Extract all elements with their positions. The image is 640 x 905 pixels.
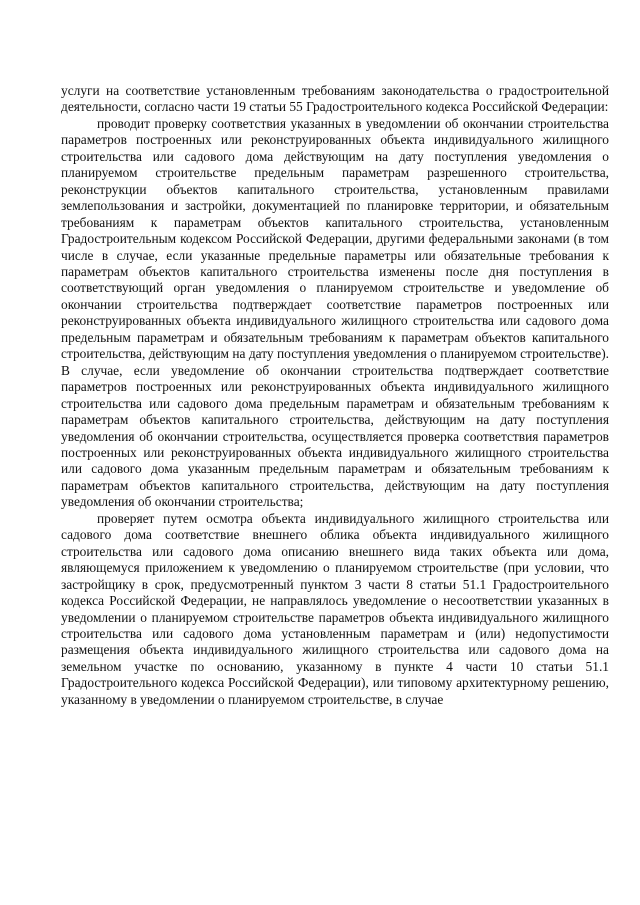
paragraph-appearance-check: проверяет путем осмотра объекта индивидуального жилищного строительства или садового дома соответствие внешнего облика объекта индивидуального жилищного строительства или садового дома описанию внешнего вида таких объекта или дома, являющемуся приложением к уведомлению о планируемом строительстве (при условии, что застройщику в срок, предусмотренный пунктом 3 части 8 статьи 51.1 Градостроительного кодекса Российской Федерации, не направлялось уведомление о несоответствии указанных в уведомлении о планируемом строительстве параметров объекта индивидуального жилищного строительства или садового дома установленным параметрам и (или) недопустимости размещения объекта индивидуального жилищного строительства или садового дома на земельном участке по основанию, указанному в пункте 4 части 10 статьи 51.1 Градостроительного кодекса Российской Федерации), или типовому архитектурному решению, указанному в уведомлении о планируемом строительстве, в случае — [61, 510, 609, 707]
paragraph-continuation: услуги на соответствие установленным требованиям законодательства о градостроительной деятельности, согласно части 19 статьи 55 Градостроительного кодекса Российской Федерации: — [61, 83, 609, 115]
document-body — [61, 83, 609, 708]
paragraph-parameters-check: проводит проверку соответствия указанных в уведомлении об окончании строительства параметров построенных или реконструированных объекта индивидуального жилищного строительства или садового дома действующим на дату поступления уведомления о планируемом строительстве предельным параметрам разрешенного строительства, реконструкции объектов капитального строительства, установленным правилами землепользования и застройки, документацией по планировке территории, и обязательным требованиям к параметрам объектов капитального строительства, установленным Градостроительным кодексом Российской Федерации, другими федеральными законами (в том числе в случае, если указанные предельные параметры или обязательные требования к параметрам объектов капитального строительства изменены после дня поступления в соответствующий орган уведомления о планируемом строительстве и уведомление об окончании строительства подтверждает соответствие параметров построенных или реконструированных объекта индивидуального жилищного строительства или садового дома предельным параметрам и обязательным требованиям к параметрам объектов капитального строительства, действующим на дату поступления уведомления о планируемом строительстве). В случае, если уведомление об окончании строительства подтверждает соответствие параметров построенных или реконструированных объекта индивидуального жилищного строительства или садового дома предельным параметрам и обязательным требованиям к параметрам объектов капитального строительства, действующим на дату поступления уведомления об окончании строительства, осуществляется проверка соответствия параметров построенных или реконструированных объекта индивидуального жилищного строительства или садового дома указанным предельным параметрам и обязательным требованиям к параметрам объектов капитального строительства, действующим на дату поступления уведомления об окончании строительства; — [61, 115, 609, 510]
